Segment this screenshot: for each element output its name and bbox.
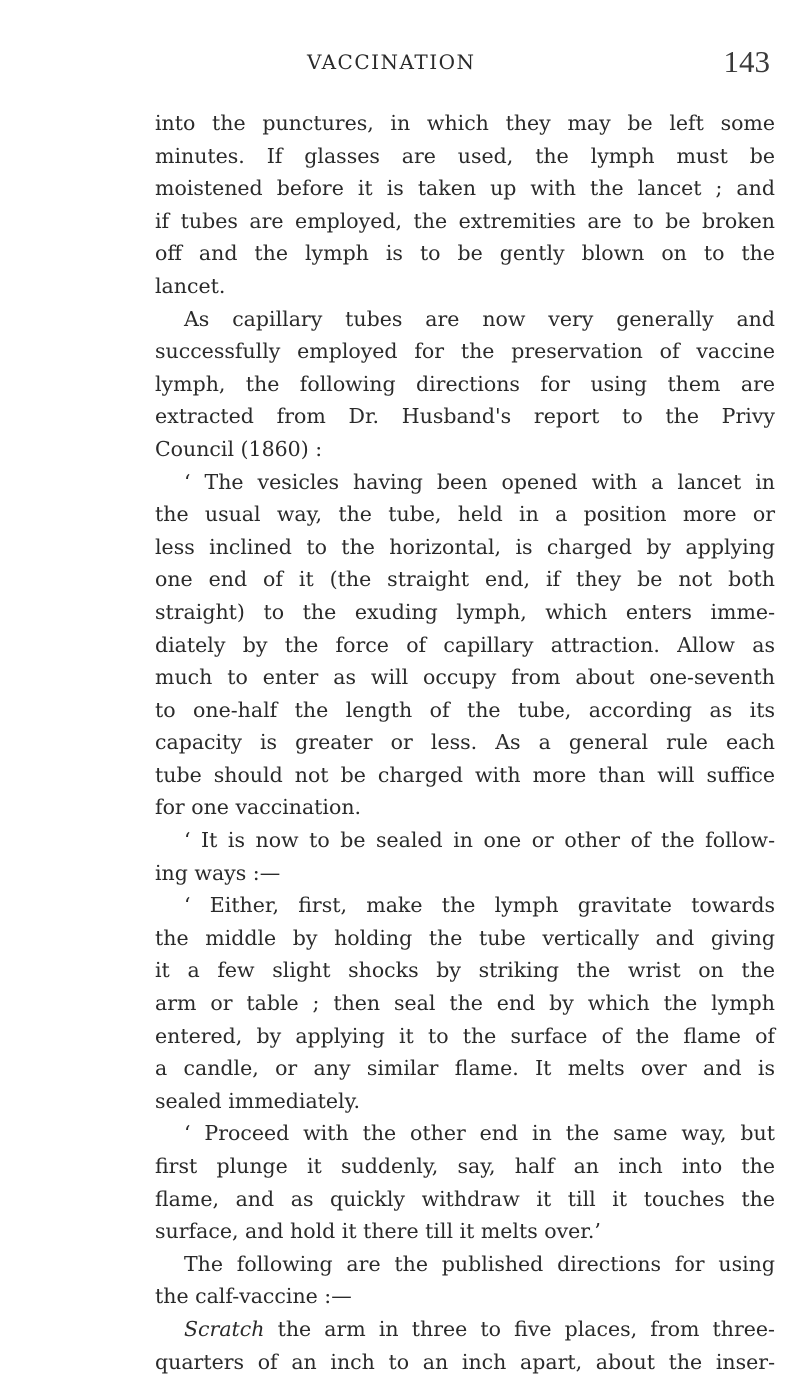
- running-title: VACCINATION: [307, 50, 476, 74]
- text-line: [155, 1248, 775, 1281]
- line-text: flame, and as quickly withdraw it till it touches the: [155, 1186, 775, 1211]
- line-text: capacity is greater or less. As a general rule each: [155, 730, 775, 755]
- text-line: [155, 107, 775, 140]
- text-line: [155, 889, 775, 922]
- text-line: [155, 1117, 775, 1150]
- line-text: As capillary tubes are now very generally and: [184, 306, 775, 331]
- line-text: a candle, or any similar flame. It melts over and is: [155, 1056, 775, 1081]
- line-text: if tubes are employed, the extremities are to be broken: [155, 208, 775, 233]
- line-text: ing ways :—: [155, 860, 281, 885]
- text-line: [155, 237, 775, 270]
- line-text: much to enter as will occupy from about one-seventh: [155, 665, 775, 690]
- text-line: [155, 661, 775, 694]
- text-line: [155, 1346, 775, 1378]
- text-line: [155, 1313, 775, 1346]
- line-text: ‘ The vesicles having been opened with a lancet in: [184, 469, 775, 494]
- text-line: [155, 270, 775, 303]
- text-line: [155, 759, 775, 792]
- line-text: Council (1860) :: [155, 436, 323, 461]
- line-text: the middle by holding the tube vertically and giving: [155, 925, 775, 950]
- line-text: off and the lymph is to be gently blown on to the: [155, 241, 775, 266]
- line-text: moistened before it is taken up with the lancet ; and: [155, 176, 775, 201]
- italic-lead-word: Scratch: [184, 1316, 265, 1341]
- text-line: [155, 1215, 775, 1248]
- text-line: [155, 726, 775, 759]
- text-line: [155, 1020, 775, 1053]
- text-line: [155, 1052, 775, 1085]
- text-line: [155, 433, 775, 466]
- line-text: the arm in three to five places, from three-: [277, 1316, 775, 1341]
- line-text: for one vaccination.: [155, 795, 362, 820]
- text-line: [155, 694, 775, 727]
- line-text: the usual way, the tube, held in a position more or: [155, 502, 775, 527]
- text-line: [155, 531, 775, 564]
- text-line: [155, 857, 775, 890]
- text-line: [155, 172, 775, 205]
- text-line: [155, 1085, 775, 1118]
- text-line: [155, 987, 775, 1020]
- text-line: [155, 922, 775, 955]
- line-text: into the punctures, in which they may be left some: [155, 111, 775, 135]
- text-line: [155, 498, 775, 531]
- line-text: to one-half the length of the tube, according as its: [155, 697, 775, 722]
- line-text: surface, and hold it there till it melts over.’: [155, 1219, 601, 1244]
- line-text: The following are the published directions for using: [184, 1251, 775, 1276]
- text-line: [155, 1280, 775, 1313]
- body-text: [155, 107, 775, 1378]
- page-number: 143: [723, 44, 770, 79]
- text-line: [155, 954, 775, 987]
- line-text: extracted from Dr. Husband's report to the Privy: [155, 404, 775, 429]
- line-text: less inclined to the horizontal, is charged by applying: [155, 534, 775, 559]
- text-line: [155, 791, 775, 824]
- text-line: [155, 205, 775, 238]
- text-line: [155, 368, 775, 401]
- line-text: arm or table ; then seal the end by which the lymph: [155, 991, 775, 1016]
- running-head: [295, 44, 770, 82]
- line-text: ‘ Either, first, make the lymph gravitate towards: [184, 893, 775, 918]
- line-text: successfully employed for the preservation of vaccine: [155, 339, 775, 364]
- line-text: tube should not be charged with more than will suffice: [155, 762, 775, 787]
- line-text: sealed immediately.: [155, 1088, 360, 1113]
- line-text: diately by the force of capillary attraction. Allow as: [155, 632, 775, 657]
- text-line: [155, 466, 775, 499]
- line-text: lancet.: [155, 273, 226, 298]
- line-text: entered, by applying it to the surface of the flame of: [155, 1023, 775, 1048]
- text-line: [155, 596, 775, 629]
- line-text: straight) to the exuding lymph, which enters imme-: [155, 599, 775, 624]
- line-text: minutes. If glasses are used, the lymph must be: [155, 143, 775, 168]
- line-text: it a few slight shocks by striking the wrist on the: [155, 958, 775, 983]
- text-line: [155, 629, 775, 662]
- line-text: ‘ Proceed with the other end in the same way, but: [184, 1121, 775, 1146]
- text-line: [155, 1183, 775, 1216]
- line-text: the calf-vaccine :—: [155, 1284, 352, 1309]
- text-line: [155, 824, 775, 857]
- line-text: first plunge it suddenly, say, half an inch into the: [155, 1154, 775, 1178]
- text-line: [155, 1150, 775, 1183]
- line-text: lymph, the following directions for using them are: [155, 371, 775, 396]
- line-text: one end of it (the straight end, if they be not both: [155, 567, 775, 592]
- line-text: ‘ It is now to be sealed in one or other of the follow-: [184, 828, 775, 853]
- text-line: [155, 400, 775, 433]
- text-line: [155, 140, 775, 173]
- text-line: [155, 335, 775, 368]
- line-text: quarters of an inch to an inch apart, about the inser-: [155, 1349, 775, 1374]
- text-line: [155, 303, 775, 336]
- text-line: [155, 563, 775, 596]
